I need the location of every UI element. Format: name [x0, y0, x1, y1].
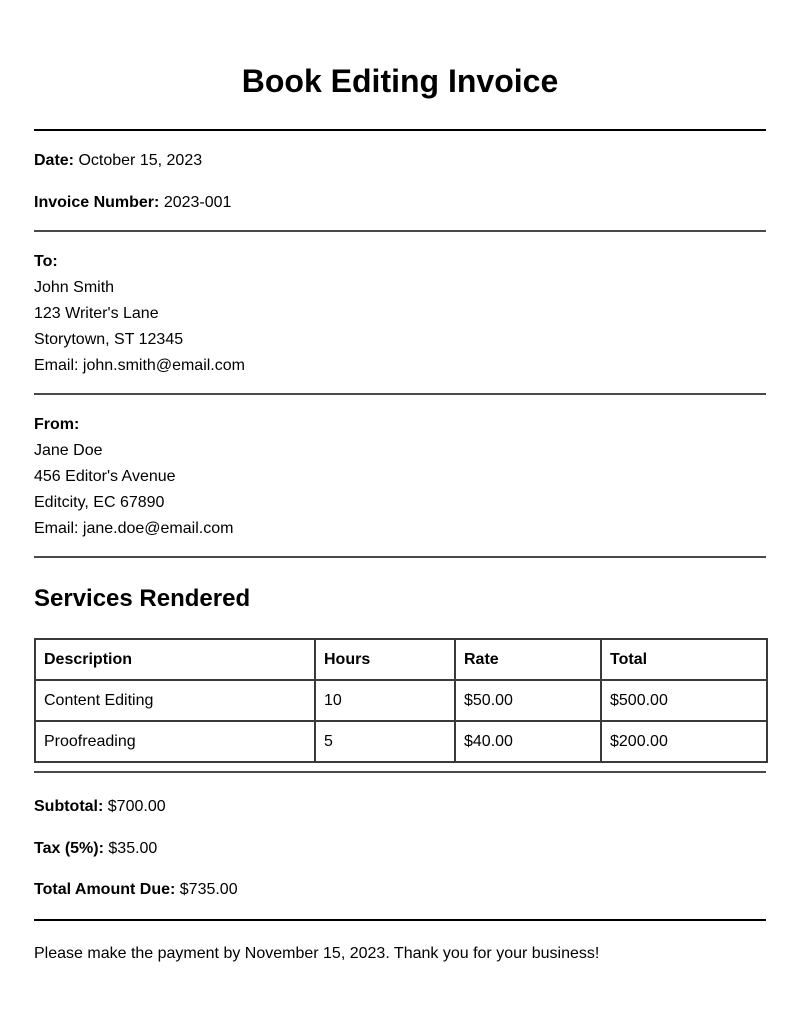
to-label: To: — [34, 253, 58, 270]
tax-label: Tax (5%): — [34, 840, 104, 857]
tax-line — [34, 840, 766, 858]
service-total: $500.00 — [601, 680, 767, 721]
from-label: From: — [34, 416, 80, 433]
payment-note: Please make the payment by November 15, 2023. Thank you for your business! — [34, 945, 600, 962]
to-street: 123 Writer's Lane — [34, 305, 159, 322]
service-hours: 5 — [315, 721, 455, 762]
invoice-number-line — [34, 194, 766, 212]
invoice-page — [34, 0, 766, 963]
from-email: Email: jane.doe@email.com — [34, 520, 234, 537]
column-header: Total — [601, 639, 767, 680]
subtotal-value: $700.00 — [107, 798, 166, 815]
invoice-title: Book Editing Invoice — [241, 63, 559, 99]
to-city: Storytown, ST 12345 — [34, 331, 184, 348]
to-email: Email: john.smith@email.com — [34, 357, 245, 374]
from-street: 456 Editor's Avenue — [34, 468, 176, 485]
subtotal-line — [34, 798, 766, 816]
date-line — [34, 152, 766, 170]
services-table — [34, 638, 768, 763]
column-header: Hours — [315, 639, 455, 680]
to-name: John Smith — [34, 279, 115, 296]
table-row — [35, 721, 767, 762]
column-header: Rate — [455, 639, 601, 680]
total-due-line — [34, 881, 766, 899]
service-total: $200.00 — [601, 721, 767, 762]
date-value: October 15, 2023 — [78, 152, 203, 169]
tax-value: $35.00 — [108, 840, 158, 857]
total-due-value: $735.00 — [179, 881, 238, 898]
service-hours: 10 — [315, 680, 455, 721]
column-header: Description — [35, 639, 315, 680]
invoice-number-value: 2023-001 — [163, 194, 232, 211]
subtotal-label: Subtotal: — [34, 798, 104, 815]
table-header-row — [35, 639, 767, 680]
from-name: Jane Doe — [34, 442, 103, 459]
from-city: Editcity, EC 67890 — [34, 494, 165, 511]
date-label: Date: — [34, 152, 75, 169]
service-description: Content Editing — [35, 680, 315, 721]
services-heading: Services Rendered — [34, 585, 251, 612]
service-rate: $50.00 — [455, 680, 601, 721]
table-row — [35, 680, 767, 721]
service-description: Proofreading — [35, 721, 315, 762]
invoice-number-label: Invoice Number: — [34, 194, 160, 211]
service-rate: $40.00 — [455, 721, 601, 762]
total-due-label: Total Amount Due: — [34, 881, 176, 898]
